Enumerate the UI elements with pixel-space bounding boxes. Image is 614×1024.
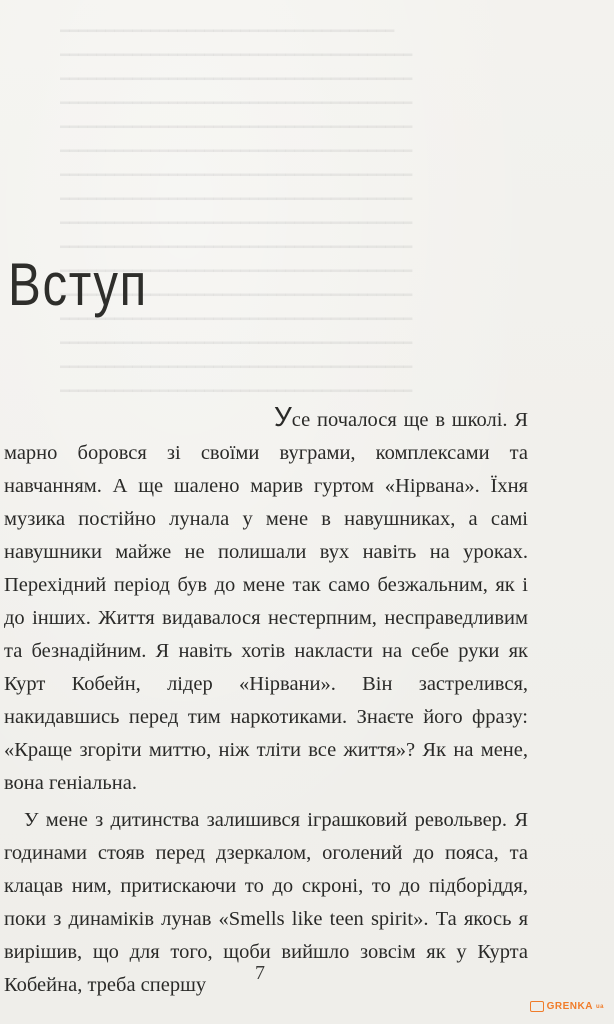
show-through-texture: ━━━━━━━━━━━━━━━━━━━━━━━━━━━━━━━━━━━━━ ━━━━━━━━━━━━━━━━━━━━━━━━━━━━━━━━━━━━━━━ ━━━━━━━━━━━━━━━━━━━━━━━━━━━━━━━━━━━━━━━ ━━━━━━━━━━━━━━━━━━━━━━━━━━━━━━━━━━━━━━━ ━━━━━━━━━━━━━━━━━━━━━━━━━━━━━━━━━━━━━━━ ━━━━━━━━━━━━━━━━━━━━━━━━━━━━━━━━━━━━━━━ ━━━━━━━━━━━━━━━━━━━━━━━━━━━━━━━━━━━━━━━ ━━━━━━━━━━━━━━━━━━━━━━━━━━━━━━━━━━━━━━━ ━━━━━━━━━━━━━━━━━━━━━━━━━━━━━━━━━━━━━━━ ━━━━━━━━━━━━━━━━━━━━━━━━━━━━━━━━━━━━━━━ ━━━━━━━━━━━━━━━━━━━━━━━━━━━━━━━━━━━━━━━ ━━━━━━━━━━━━━━━━━━━━━━━━━━━━━━━━━━━━━━━ ━━━━━━━━━━━━━━━━━━━━━━━━━━━━━━━━━━━━━━━ ━━━━━━━━━━━━━━━━━━━━━━━━━━━━━━━━━━━━━━━ ━━━━━━━━━━━━━━━━━━━━━━━━━━━━━━━━━━━━━━━ ━━━━━━━━━━━━━━━━━━━━━━━━━━━━━━━━━━━━━━━ (60, 24, 413, 400)
paragraph-1 (4, 400, 528, 800)
paragraph-1-text: се почалося ще в школі. Я марно боровся зі своїми вуграми, комплексами та навчанням. А ще шалено марив гуртом «Нірвана». Їхня музика постійно лунала у мене в навушниках, а самі навушники майже не полишали вух навіть на уроках. Перехідний період був до мене так само безжальним, як і до інших. Життя видавалося нестерпним, несправедливим та безнадійним. Я навіть хотів накласти на себе руки як Курт Кобейн, лідер «Нірвани». Він застрелився, накидавшись перед тим наркотиками. Знаєте його фразу: «Краще згоріти миттю, ніж тліти все життя»? Як на мене, вона геніальна. (4, 409, 528, 794)
body-text (4, 400, 528, 1002)
paragraph-2: У мене з дитинства залишився іграшковий револьвер. Я годинами стояв перед дзеркалом, оголений до пояса, та клацав ним, притискаючи то до скроні, то до підборіддя, поки з динаміків лунав «Smells like teen spirit». Та якось я вирішив, що для того, щоби вийшло зовсім як у Курта Кобейна, треба спершу (4, 809, 528, 996)
chapter-title: Вступ (8, 251, 148, 318)
watermark (530, 1001, 604, 1012)
watermark-brand: GRENKA (546, 1001, 593, 1012)
watermark-suffix: ua (595, 1003, 604, 1010)
page-number: 7 (255, 962, 265, 984)
drop-cap: У (274, 401, 292, 432)
cart-icon (530, 1001, 544, 1012)
